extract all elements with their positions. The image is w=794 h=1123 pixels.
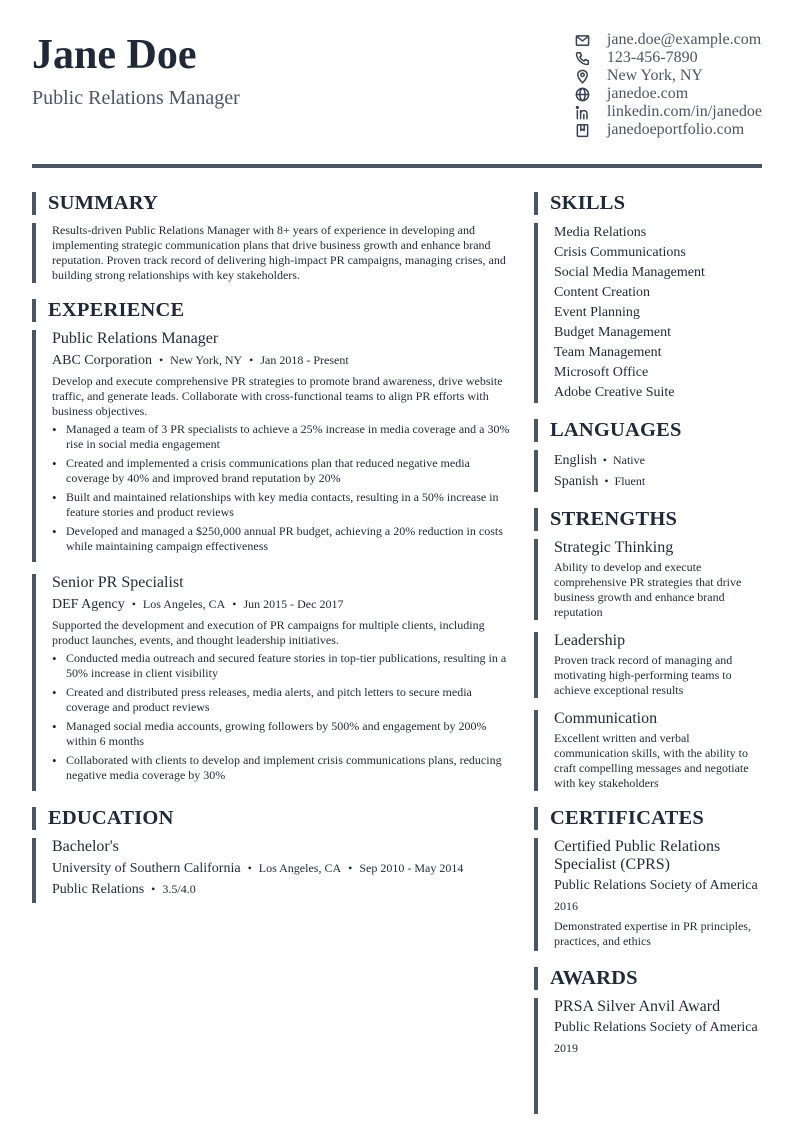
languages-body <box>534 450 762 492</box>
education-meta <box>52 859 512 878</box>
skill-item: Social Media Management <box>554 265 705 280</box>
separator-dot: • <box>158 353 164 367</box>
contact-portfolio-text: janedoeportfolio.com <box>606 121 745 138</box>
job-description: Develop and execute comprehensive PR strategies to promote brand awareness, drive website traffic, and generate leads. Collaborate with cross-functional teams to align PR efforts with business objectives. <box>52 374 503 418</box>
separator-dot: • <box>232 597 237 611</box>
separator-dot: • <box>151 882 156 896</box>
job-dates: Jan 2018 - Present <box>260 353 349 367</box>
job-company: ABC Corporation <box>52 353 152 368</box>
achievement-item: • Built and maintained relationships with key media contacts, resulting in a 50% increase in feature stories and product reviews <box>52 490 512 520</box>
experience-section <box>32 299 512 791</box>
skill-item: Adobe Creative Suite <box>554 385 675 400</box>
skill-item: Team Management <box>554 345 662 360</box>
achievement-item: • Developed and managed a $250,000 annual PR budget, achieving a 20% reduction in costs while maintaining campaign effectiveness <box>52 524 512 554</box>
mail-icon <box>575 32 591 48</box>
language-level: Native <box>612 453 645 467</box>
linkedin-icon <box>575 104 591 120</box>
summary-section <box>32 192 512 283</box>
contact-email-text: jane.doe@example.com <box>606 31 762 48</box>
certificates-heading: CERTIFICATES <box>534 807 762 830</box>
job-location: Los Angeles, CA <box>142 597 226 611</box>
awards-heading: AWARDS <box>534 967 762 990</box>
summary-text: Results-driven Public Relations Manager with 8+ years of experience in developing and implementing strategic communication plans that drive business growth and enhance brand reputation. Proven track record of delivering high-impact PR campaigns, managing crises, and building strong relationships with key stakeholders. <box>52 223 506 282</box>
summary-body <box>32 223 512 283</box>
strength-item <box>534 539 762 620</box>
contact-phone-text: 123-456-7890 <box>606 49 698 66</box>
contact-website[interactable] <box>575 85 762 103</box>
contact-linkedin-text: linkedin.com/in/janedoe <box>606 103 762 120</box>
job-dates: Jun 2015 - Dec 2017 <box>243 597 344 611</box>
school-name: University of Southern California <box>52 861 241 876</box>
candidate-title: Public Relations Manager <box>32 87 240 109</box>
achievement-item: • Collaborated with clients to develop and implement crisis communications plans, reducing negative media coverage by 30% <box>52 753 512 783</box>
strength-title: Leadership <box>554 632 626 649</box>
strength-item <box>534 632 762 698</box>
separator-dot: • <box>602 453 607 467</box>
contact-location <box>575 67 762 85</box>
award-year: 2019 <box>554 1041 578 1055</box>
degree: Bachelor's <box>52 838 119 855</box>
job-description: Supported the development and execution of PR campaigns for multiple clients, including product launches, events, and thought leadership initiatives. <box>52 618 485 647</box>
job-entry <box>32 574 512 791</box>
job-meta <box>52 351 512 370</box>
education-section <box>32 807 512 903</box>
award-item <box>534 998 762 1114</box>
language-name: English <box>554 453 597 468</box>
skills-body <box>534 223 762 403</box>
job-company: DEF Agency <box>52 597 125 612</box>
awards-section <box>534 967 762 1114</box>
separator-dot: • <box>348 861 353 875</box>
resume-header <box>32 0 762 168</box>
certificate-description: Demonstrated expertise in PR principles, practices, and ethics <box>554 919 751 948</box>
languages-section <box>534 419 762 492</box>
education-body <box>32 838 512 903</box>
strength-title: Communication <box>554 710 658 727</box>
strength-description: Ability to develop and execute comprehensive PR strategies that drive business growth and enhance brand reputation <box>554 560 742 619</box>
strength-description: Excellent written and verbal communication skills, with the ability to craft compelling messages and negotiate with key stakeholders <box>554 731 749 790</box>
resume-page <box>32 0 762 1123</box>
skill-item: Crisis Communications <box>554 245 686 260</box>
certificate-item <box>534 838 762 951</box>
separator-dot: • <box>249 353 254 367</box>
skills-heading: SKILLS <box>534 192 762 215</box>
contact-website-text: janedoe.com <box>606 85 689 102</box>
separator-dot: • <box>247 861 252 875</box>
strength-description: Proven track record of managing and motivating high-performing teams to achieve exceptional results <box>554 653 733 697</box>
contact-list <box>575 31 762 139</box>
strength-title: Strategic Thinking <box>554 539 674 556</box>
school-location: Los Angeles, CA <box>258 861 342 875</box>
language-level: Fluent <box>614 474 646 488</box>
job-title: Public Relations Manager <box>52 330 219 347</box>
education-dates: Sep 2010 - May 2014 <box>359 861 464 875</box>
header-divider <box>32 164 762 168</box>
skill-item: Microsoft Office <box>554 365 649 380</box>
job-location: New York, NY <box>170 353 243 367</box>
contact-portfolio[interactable] <box>575 121 762 139</box>
certificates-section <box>534 807 762 951</box>
job-entry <box>32 330 512 562</box>
phone-icon <box>575 50 591 66</box>
achievement-item: • Created and implemented a crisis communications plan that reduced negative media coverage by 40% and improved brand reputation by 20% <box>52 456 512 486</box>
achievement-item: • Managed a team of 3 PR specialists to achieve a 25% increase in media coverage and a 30% rise in social media engagement <box>52 422 512 452</box>
right-column <box>534 192 762 1114</box>
summary-heading: SUMMARY <box>32 192 512 215</box>
achievement-item: • Created and distributed press releases, media alerts, and pitch letters to secure media coverage and product reviews <box>52 685 512 715</box>
certificate-year: 2016 <box>554 899 578 913</box>
contact-phone[interactable] <box>575 49 762 67</box>
contact-location-text: New York, NY <box>606 67 703 84</box>
skills-section <box>534 192 762 403</box>
award-title: PRSA Silver Anvil Award <box>554 998 721 1015</box>
job-meta <box>52 595 512 614</box>
portfolio-icon <box>575 122 591 138</box>
contact-linkedin[interactable] <box>575 103 762 121</box>
skill-item: Event Planning <box>554 305 640 320</box>
skill-item: Budget Management <box>554 325 672 340</box>
candidate-name: Jane Doe <box>32 32 197 78</box>
globe-icon <box>575 86 591 102</box>
job-title: Senior PR Specialist <box>52 574 184 591</box>
certificate-title: Certified Public Relations Specialist (CPRS) <box>554 838 721 873</box>
strengths-heading: STRENGTHS <box>534 508 762 531</box>
certificate-organization: Public Relations Society of America <box>554 878 758 893</box>
experience-heading: EXPERIENCE <box>32 299 512 322</box>
left-column <box>32 192 512 903</box>
language-name: Spanish <box>554 474 599 489</box>
separator-dot: • <box>131 597 136 611</box>
strengths-section <box>534 508 762 791</box>
achievement-item: • Managed social media accounts, growing followers by 500% and engagement by 200% within 6 months <box>52 719 512 749</box>
award-organization: Public Relations Society of America <box>554 1020 758 1035</box>
language-item <box>554 450 762 471</box>
gpa: 3.5/4.0 <box>162 882 196 896</box>
languages-heading: LANGUAGES <box>534 419 762 442</box>
education-field-row <box>52 880 512 899</box>
skills-list <box>554 223 762 403</box>
language-item <box>554 471 762 492</box>
contact-email[interactable] <box>575 31 762 49</box>
skill-item: Media Relations <box>554 225 647 240</box>
location-icon <box>575 68 591 84</box>
strength-item <box>534 710 762 791</box>
skill-item: Content Creation <box>554 285 651 300</box>
job-achievements <box>52 422 512 554</box>
job-achievements <box>52 651 512 783</box>
field-of-study: Public Relations <box>52 882 145 897</box>
education-heading: EDUCATION <box>32 807 512 830</box>
separator-dot: • <box>604 474 609 488</box>
achievement-item: • Conducted media outreach and secured feature stories in top-tier publications, resulting in a 50% increase in client visibility <box>52 651 512 681</box>
